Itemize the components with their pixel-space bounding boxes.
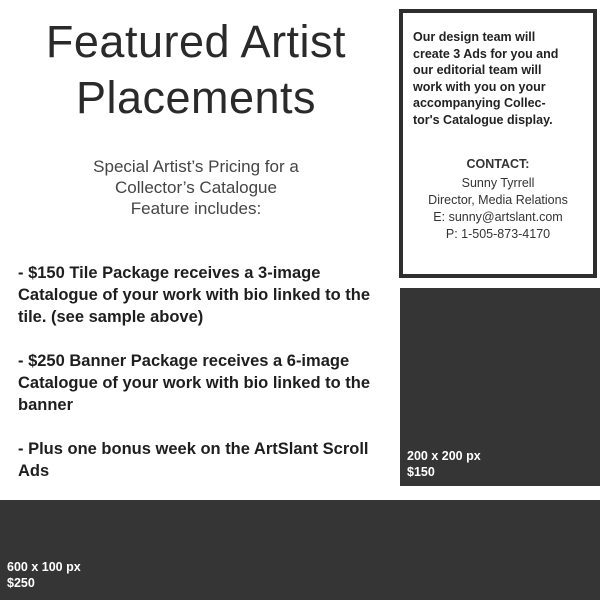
page-title (0, 14, 392, 126)
package-banner: - $250 Banner Package receives a 6-image Catalogue of your work with bio linked to the banner (18, 352, 371, 414)
subtitle-line-3: Feature includes: (130, 199, 262, 218)
contact-heading: CONTACT: (466, 157, 530, 171)
tile-ad-label (407, 448, 481, 480)
package-bonus: - Plus one bonus week on the ArtSlant Scroll Ads (18, 440, 369, 480)
info-line: our editorial team will (413, 63, 542, 77)
package-list (18, 262, 388, 504)
subtitle-line-1: Special Artist’s Pricing for a (93, 157, 299, 176)
contact-name: Sunny Tyrrell (461, 176, 535, 190)
banner-ad-price: $250 (7, 576, 35, 590)
info-line: accompanying Collec- (413, 96, 546, 110)
subtitle-line-2: Collector’s Catalogue (115, 178, 277, 197)
contact-email[interactable]: E: sunny@artslant.com (433, 210, 563, 224)
banner-ad-size: 600 x 100 px (7, 560, 81, 574)
subtitle (0, 156, 392, 219)
contact-phone: P: 1-505-873-4170 (445, 227, 551, 241)
banner-ad-label (7, 559, 81, 591)
info-line: tor's Catalogue display. (413, 112, 553, 127)
banner-ad-sample (0, 500, 600, 600)
title-line-1: Featured Artist (45, 16, 347, 67)
contact-role: Director, Media Relations (428, 193, 568, 207)
package-tile: - $150 Tile Package receives a 3-image Catalogue of your work with bio linked to the tile. (see sample above) (18, 264, 371, 326)
title-line-2: Placements (75, 72, 317, 123)
info-box (399, 9, 597, 278)
info-line: work with you on your (413, 79, 546, 94)
contact-block (403, 156, 593, 243)
info-description (413, 29, 589, 128)
tile-ad-sample (400, 288, 600, 486)
info-line: create 3 Ads for you and (413, 46, 559, 61)
tile-ad-size: 200 x 200 px (407, 449, 481, 463)
info-line: Our design team will (413, 30, 536, 44)
tile-ad-price: $150 (407, 465, 435, 479)
